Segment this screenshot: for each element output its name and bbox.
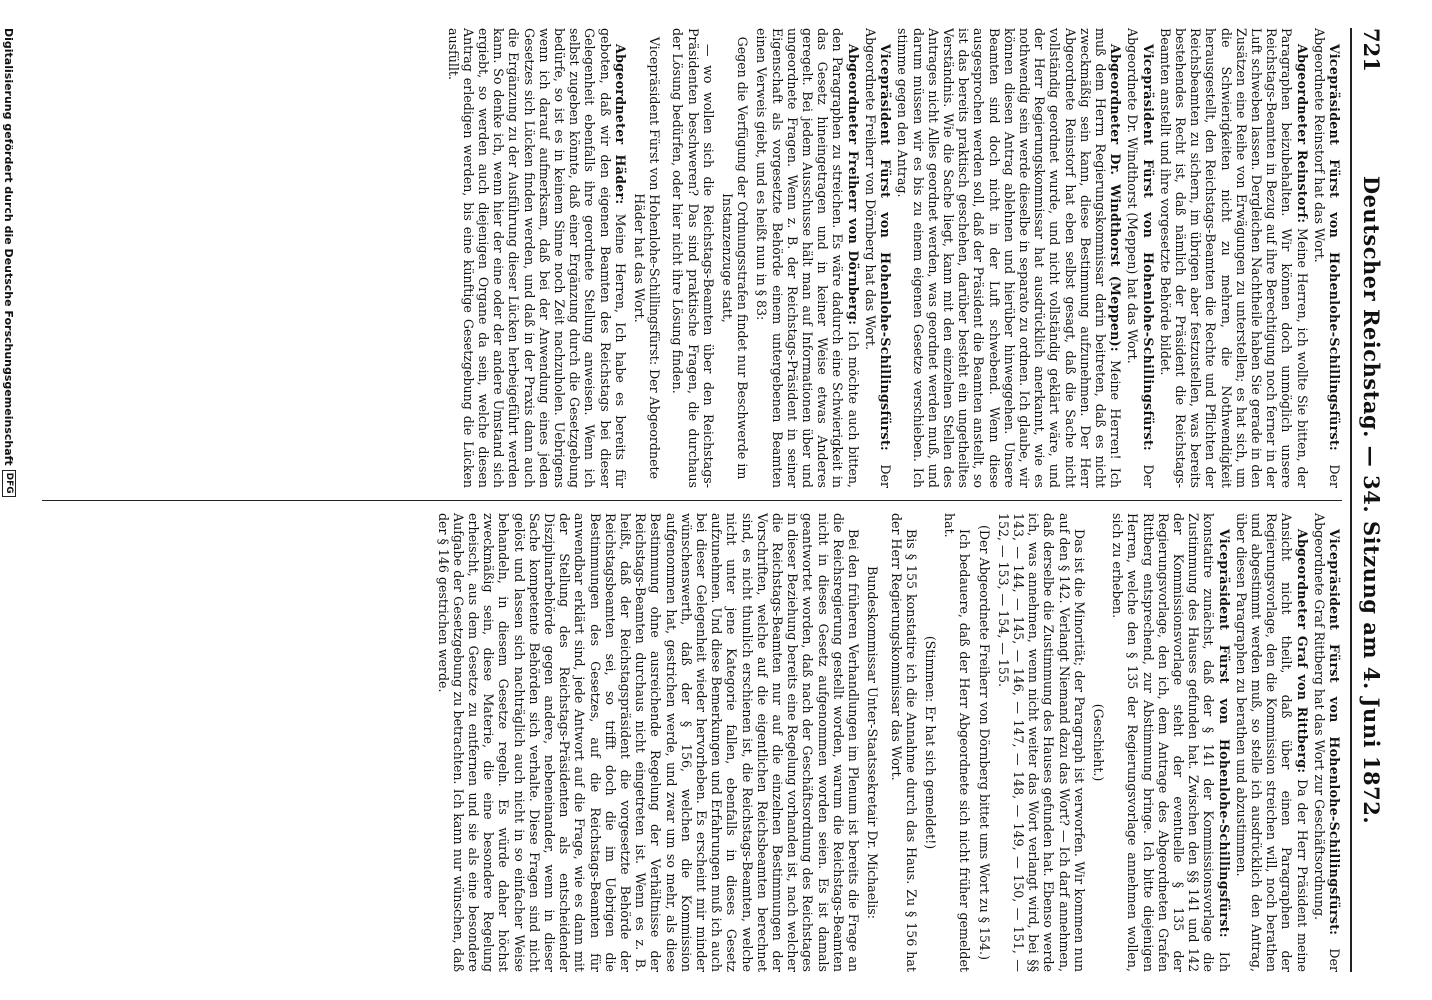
paragraph-text: Ich bedauere, daß der Herr Abgeordnete sich nicht früher gemeldet hat. [942,513,973,972]
paragraph-text: Bundeskommissar Unter-Staatssekretair Dr. Michaelis: [865,566,881,919]
paragraph [754,28,860,488]
paragraph-text: Das ist die Minorität; der Paragraph ist verworfen. Wir kommen nun auf den § 142. Verlangt Niemand dazu das Wort? — Ich darf annehmen, daß derselbe die Zustimmung des Hauses gefunden hat. Ebenso werde ich, was annehmen, wenn nicht weiter das Wort verlangt wird, bei §§ 143, — 144, — 145, — 146, — 147, — 148, — 149, — 150, — 151, — 152, — 153, — 154, — 155. [995,513,1087,972]
paragraph [632,28,662,488]
paragraph [1158,28,1310,488]
left-column [42,28,1342,500]
speaker-name: Vicepräsident Fürst von Hohenlohe-Schillingsfürst: [1327,529,1342,936]
paragraph [863,28,893,488]
paragraph-text: Der Abgeordnete Reinstorf hat das Wort. [1311,28,1342,488]
paragraph [1110,513,1232,972]
speaker-name: Abgeordneter Häder: [612,44,628,205]
paragraph [1312,28,1342,488]
speaker-name: Vicepräsident Fürst von Hohenlohe-Schillingsfürst: [1140,44,1156,452]
paragraph [895,28,1123,488]
paragraph-text: Bei den früheren Verhandlungen im Plenum ist bereits die Frage an die Reichsregierung gestellt worden, warum die Reichstags-Beamten nicht in dieses Gesetz aufgenommen worden seien. Es ist damals geantwortet worden, daß nach der Geschäftsordnung des Reichstages in dieser Beziehung bereits eine Regelung vorhanden ist, nach welcher die Reichstags-Beamten nur auf die einzelnen Bestimmungen der Vorschriften, welche auf die eigentlichen Reichsbeamten berechnet sind, es nicht thunlich erschienen ist, die Reichstags-Beamten, welche nicht unter jene Kategorie fallen, ebenfalls in dieses Gesetz aufzunehmen. Und diese Bemerkungen und Erfahrungen muß ich auch bei dieser Gelegenheit wieder hervorheben. Es erscheint mir minder wünschenswerth, daß der § 156, welchen die Kommission aufgenommen hat, gestrichen werde, und zwar um so mehr, als diese Bestimmung ohne ausreichende Regelung der Verhältnisse der Reichstags-Beamten durchaus nicht eingetreten ist. Wenn es z. B. heißt, daß der Reichstagspräsident die vorgesetzte Behörde der Reichstagsbeamten sei, so trifft doch die im Uebrigen die Bestimmungen des Gesetzes, auf die Reichstags-Beamten für anwendbar erklärt sind, jede Antwort auf die Frage, wie es dann mit der Stellung des Reichstags-Präsidenten als entscheidender Disziplinarbehörde gegen andere, nebeneinander, wenn in dieser Sache kompetente Behörden sich verhalte. Diese Fragen sind nicht gelöst und lassen sich nachträglich auch nicht in so einfacher Weise behandeln, in diesem Gesetze regeln. Es würde daher höchst zweckmäßig sein, diese Materie, die eine besondere Regelung erheischt, aus dem Gesetze zu entfernen und sie als eine besondere Aufgabe der Gesetzgebung zu betrachten. Ich kann nur wünschen, daß der § 146 gestrichen werde. [435,513,862,972]
paragraph-text: (Der Abgeordnete Freiherr von Dörnberg bittet ums Wort zu § 154.) [976,525,992,960]
paragraph-text: Vicepräsident Fürst von Hohenlohe-Schillingsfürst: Der Abgeordnete Häder hat das Wort. [632,36,663,480]
paragraph-text: Ich konstatire zunächst, daß der § 141 der Kommissionsvorlage die Zustimmung des Hauses gefunden hat. Zwischen den §§ 141 und 142 der Kommissionsvorlage steht der eventuelle § 135 der Regierungsvorlage, den ich, dem Antrage des Abgeordneten Grafen Rittberg entsprechend, zur Abstimmung bringe. Ich bitte diejenigen Herren, welche den § 135 der Regierungsvorlage annehmen wollen, sich zu erheben. [1110,513,1232,972]
page-number: 721 [1359,28,1384,72]
paragraph-text: (Geschieht.) [1090,703,1106,782]
speaker-name: Vicepräsident Fürst von Hohenlohe-Schillingsfürst: [878,44,894,452]
footer-credit [2,28,16,497]
footer-text: Digitalisierung gefördert durch die Deutsche Forschungsgemeinschaft [2,28,16,466]
speaker-name: Vicepräsident Fürst von Hohenlohe-Schillingsfürst: [1327,44,1342,452]
paragraph [942,513,972,972]
page-header [1350,28,1384,972]
paragraph-text: Meine Herren, Ich habe es bereits für geboten, daß wir den eigenen Beamten des Reichstags bei dieser Gelegenheit ebenfalls ihre geordnete Stellung anweisen. Wenn ich selbst zugeben könnte, daß einer Ergänzung durch die Gesetzgebung bedürfe, so ist es in keinem Sinne noch Zeit nachzuholen. Uebrigens wenn ich darauf aufmerksam, daß bei der Anwendung eines jeden Gesetzes sich Lücken finden werden, und daß in der Praxis dann auch die Ergänzung zu der Ausführung dieser Lücken herbeigeführt werden kann. So denke ich, wenn hier der eine oder der andere Umstand sich ergiebt, so werden auch diejenigen Organe da sein, welche diesen Antrag erledigen werden, bis eine künftige Gesetzgebung die Lücken ausfüllt. [445,28,628,488]
paragraph [1091,513,1106,972]
paragraph-text: Der Abgeordnete Freiherr von Dörnberg hat das Wort. [862,28,894,488]
paragraph-text: Gegen die Verfügung der Ordnungsstrafen findet nur Beschwerde im Instanzenzuge statt, [720,36,751,480]
paragraph [1125,28,1155,488]
paragraph-text: Meine Herren! Ich muß dem Herrn Regierungskommissar darin beitreten, daß es nicht zweckmäßig sein kann, diese Bestimmung aufzunehmen. Der Herr Abgeordnete Reinstorf hat eben selbst gesagt, daß die Sache nicht vollständig geordnet wurde, und nicht vollständig geklärt wäre, und der Herr Regierungskommissar hat ausdrücklich anerkannt, wie es nothwendig sein werde dieselbe in separato zu ordnen. Ich glaube, wir können diesen Antrag ablehnen und hierüber hinweggehen. Unsere Beamten sind doch nicht in der Luft schwebend. Wenn diese ausgesprochen werden soll, daß der Präsident die Beamten anstellt, so ist das bereits praktisch geschehen, darüber besteht ein ungetheiltes Verständnis. Wie die Sache liegt, kann mit den einzelnen Stellen des Antrages nicht Alles geordnet werden, was geordnet werden muß, und darum müssen wir es bis zu einem eigenen Gesetze verschieben. Ich stimme gegen den Antrag. [895,28,1124,488]
paragraph-text: (Stimmen: Er hat sich gemeldet!) [922,635,938,850]
dfg-logo: DFG [2,470,16,497]
paragraph-text: Da der Herr Präsident meine Ansicht nicht theilt, daß über einen Paragraphen der Regierungsvorlage, den die Kommission streichen will, noch berathen und abgestimmt werden muß, so stelle ich ausdrücklich den Antrag, über diesen Paragraphen zu berathen und abzustimmen. [1233,513,1310,972]
right-column [42,500,1342,972]
paragraph [670,28,716,488]
speaker-name: Abgeordneter Reinstorf: [1294,44,1310,224]
paragraph [445,28,627,488]
speaker-name: Abgeordneter Dr. Windthorst (Meppen): [1108,44,1124,352]
paragraph [865,513,880,972]
paragraph-text: Meine Herren, ich wollte Sie bitten, der Paragraphen beizubehalten. Wir können doch unmöglich unsere Reichstags-Beamten in Bezug auf ihre Berechtigung noch ferner in der Luft schweben lassen. Dergleichen Nachtheile haben Sie gerade in den Zusätzen eine Reihe von Erwägungen zu unterstellen; es hat sich, um die Schwierigkeiten nicht zu mehren, die Nothwendigkeit herausgestellt, den Reichstags-Beamten die Rechte und Pflichten der Reichsbeamten zu sichern, im übrigen aber festzustellen, was bereits bestehendes Recht ist, daß nämlich der Präsident die Reichstags-Beamten anstellt und ihre vorgesetzte Behörde bildet. [1157,28,1310,488]
paragraph [923,513,938,972]
speaker-name: Vicepräsident Fürst von Hohenlohe-Schillingsfürst: [1216,529,1232,938]
paragraph [976,513,991,972]
speaker-name: Abgeordneter Graf von Rittberg: [1294,529,1310,774]
paragraph-text: Bis § 155 konstatire ich die Annahme durch das Haus. Zu § 156 hat der Herr Regierungskommissar das Wort. [888,513,919,972]
paragraph-text: Der Abgeordnete Graf Rittberg hat das Wort zur Geschäftsordnung. [1311,513,1342,972]
paragraph [996,513,1087,972]
text-columns [42,28,1342,972]
page-title: Deutscher Reichstag. — 34. Sitzung am 4. Juni 1872. [1359,175,1384,825]
speaker-name: Abgeordneter Freiherr von Dörnberg: [845,44,861,326]
paragraph [1234,513,1310,972]
paragraph [435,513,861,972]
paragraph [720,28,750,488]
paragraph [1312,513,1342,972]
paragraph-text: Ich möchte auch bitten, den Paragraphen zu streichen. Es wäre dadurch eine Schwierigkeit in das Gesetz hineingetragen und in keiner Weise etwas Anderes geregelt. Bei jedem Ausschusse hält man auf Informationen über und ungeordnete Fragen. Wenn z. B. der Reichstags-Präsident in seiner Eigenschaft als vorgesetzte Behörde einem untergebenen Beamten einen Verweis giebt, und es heißt nun in § 83: [754,28,861,488]
paragraph-text: — wo wollen sich die Reichstags-Beamten über den Reichstags-Präsidenten beschweren? Das sind praktische Fragen, die durchaus der Lösung bedürfen, oder hier nicht ihre Lösung finden. [670,28,716,488]
paragraph-text: Der Abgeordnete Dr. Windthorst (Meppen) hat das Wort. [1125,28,1156,488]
paragraph [888,513,918,972]
